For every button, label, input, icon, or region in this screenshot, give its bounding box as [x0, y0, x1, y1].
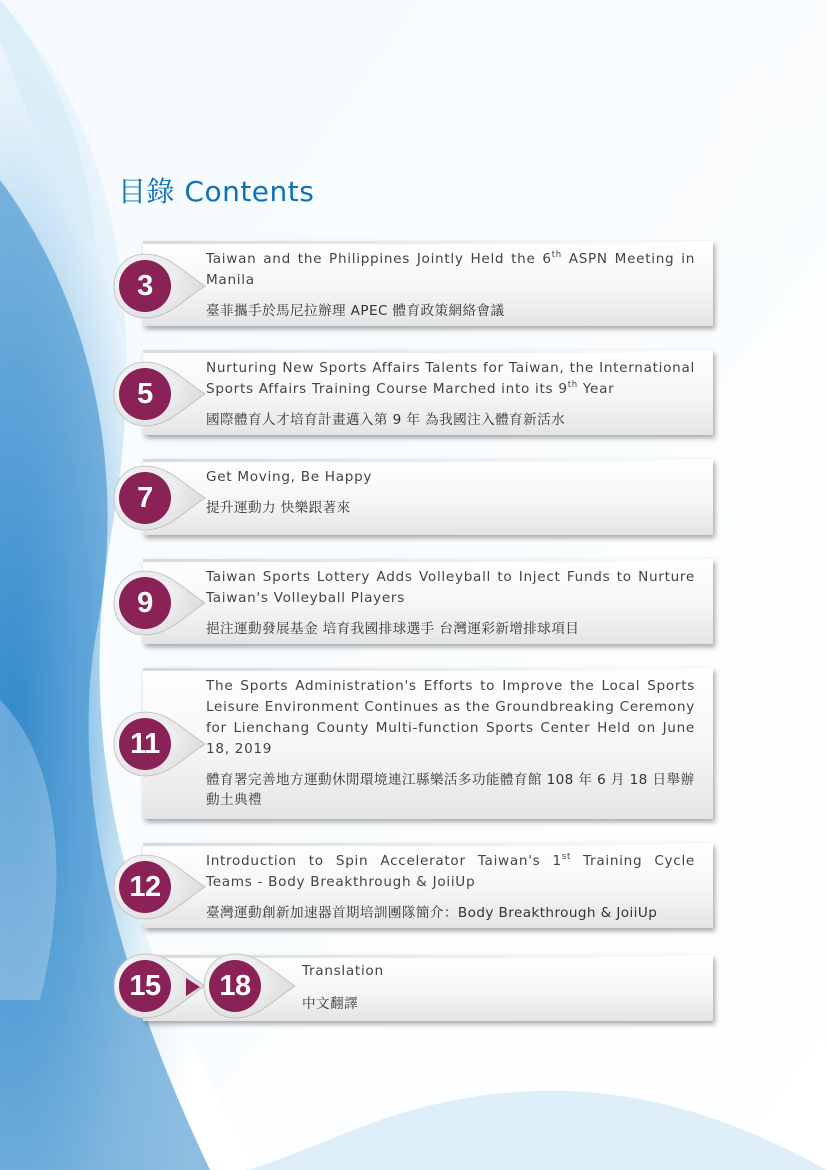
title-text: Get Moving, Be Happy [206, 469, 373, 485]
entry-text [206, 676, 695, 810]
title-text: Year [577, 381, 615, 397]
entry-chinese-title: 中文翻譯 [302, 996, 358, 1012]
page-number-badge[interactable] [113, 464, 207, 534]
entry-chinese-title: 體育署完善地方運動休閒環境連江縣樂活多功能體育館 108 年 6 月 18 日舉辦動土典禮 [206, 772, 695, 808]
entry-english-title: Translation [302, 963, 384, 979]
range-arrow-icon [186, 978, 200, 996]
page-number-badge[interactable] [113, 710, 207, 780]
entry-english-title [206, 851, 695, 893]
page-title: 目錄 Contents [118, 175, 315, 208]
entry-english-title [206, 358, 695, 400]
entry-english-title [206, 249, 695, 291]
page-number: 11 [130, 728, 160, 760]
page-number: 3 [137, 270, 153, 302]
entry-english-title [206, 467, 695, 488]
page-number-badge[interactable] [113, 252, 207, 322]
ordinal-suffix: th [567, 380, 578, 390]
title-text: Training Cycle Teams - Body Breakthrough & JoiiUp [206, 853, 695, 890]
ordinal-suffix: th [551, 250, 562, 260]
entry-text [206, 358, 695, 430]
entry-text [302, 961, 695, 1014]
title-text: Nurturing New Sports Affairs Talents for Taiwan, the International Sports Affairs Training Course Marched into its 9 [206, 360, 695, 397]
title-text: Taiwan Sports Lottery Adds Volleyball to Inject Funds to Nurture Taiwan's Volleyball Players [206, 569, 695, 606]
ordinal-suffix: st [561, 852, 571, 862]
page-number: 7 [137, 482, 153, 514]
entry-text [206, 467, 695, 518]
entry-chinese-title: 臺灣運動創新加速器首期培訓團隊簡介：Body Breakthrough & JoiiUp [206, 905, 658, 921]
entry-chinese-title: 臺菲攜手於馬尼拉辦理 APEC 體育政策網絡會議 [206, 303, 505, 319]
title-text: ASPN Meeting in Manila [206, 251, 696, 288]
entry-chinese-title: 挹注運動發展基金 培育我國排球選手 台灣運彩新增排球項目 [206, 621, 580, 637]
entry-text [206, 567, 695, 639]
title-text: Introduction to Spin Accelerator Taiwan's 1 [206, 853, 562, 869]
entry-chinese-title: 提升運動力 快樂跟著來 [206, 500, 351, 516]
entry-chinese-title: 國際體育人才培育計畫邁入第 9 年 為我國注入體育新活水 [206, 412, 566, 428]
entry-english-title [206, 676, 695, 760]
page-number-badge[interactable] [203, 952, 297, 1022]
page-number-badge[interactable] [113, 360, 207, 430]
title-text: The Sports Administration's Efforts to Improve the Local Sports Leisure Environment Continues as the Groundbreaking Ceremony for Lienchang County Multi-function Sports Center Held on June 18, 2019 [206, 678, 695, 757]
entry-english-title [206, 567, 695, 609]
page-number: 18 [219, 970, 251, 1002]
page-number: 5 [137, 378, 153, 410]
page-number-badge[interactable] [113, 569, 207, 639]
page-number: 15 [129, 970, 161, 1002]
entry-text [206, 851, 695, 923]
page-number: 12 [129, 871, 161, 903]
title-text: Taiwan and the Philippines Jointly Held the 6 [206, 251, 552, 267]
page-number: 9 [137, 587, 153, 619]
page-number-badge[interactable] [113, 853, 207, 923]
entry-text [206, 249, 695, 321]
